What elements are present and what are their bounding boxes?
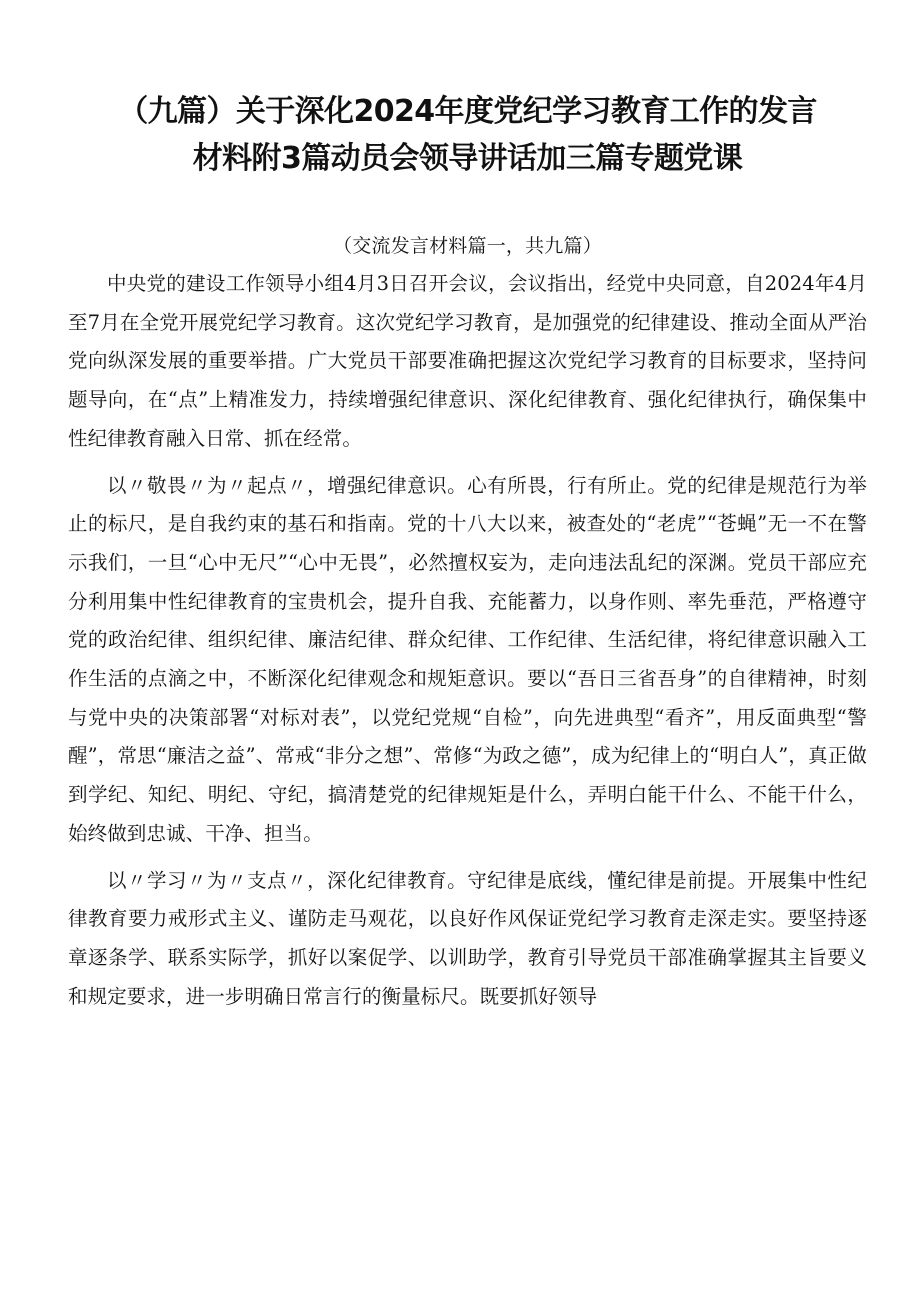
document-subtitle: （交流发言材料篇一，共九篇）	[333, 235, 602, 257]
document-title	[68, 88, 867, 182]
body-paragraph-1: 中央党的建设工作领导小组4月3日召开会议，会议指出，经党中央同意，自2024年4月至7月在全党开展党纪学习教育。这次党纪学习教育，是加强党的纪律建设、推动全面从严治党向纵深发展的重要举措。广大党员干部要准确把握这次党纪学习教育的目标要求，坚持问题导向，在“点”上精准发力，持续增强纪律意识、深化纪律教育、强化纪律执行，确保集中性纪律教育融入日常、抓在经常。	[68, 272, 867, 450]
body-paragraph-2: 以〃敬畏〃为〃起点〃，增强纪律意识。心有所畏，行有所止。党的纪律是规范行为举止的标尺，是自我约束的基石和指南。党的十八大以来，被查处的“老虎”“苍蝇”无一不在警示我们，一旦“心中无尺”“心中无畏”，必然擅权妄为，走向违法乱纪的深渊。党员干部应充分利用集中性纪律教育的宝贵机会，提升自我、充能蓄力，以身作则、率先垂范，严格遵守党的政治纪律、组织纪律、廉洁纪律、群众纪律、工作纪律、生活纪律，将纪律意识融入工作生活的点滴之中，不断深化纪律观念和规矩意识。要以“吾日三省吾身”的自律精神，时刻与党中央的决策部署“对标对表”，以党纪党规“自检”，向先进典型“看齐”，用反面典型“警醒”，常思“廉洁之益”、常戒“非分之想”、常修“为政之德”，成为纪律上的“明白人”，真正做到学纪、知纪、明纪、守纪，搞清楚党的纪律规矩是什么，弄明白能干什么、不能干什么，始终做到忠诚、干净、担当。	[68, 473, 867, 845]
title-line-2: 材料附3篇动员会领导讲话加三篇专题党课	[192, 141, 743, 176]
document-body	[68, 265, 867, 1016]
body-paragraph-3: 以〃学习〃为〃支点〃，深化纪律教育。守纪律是底线，懂纪律是前提。开展集中性纪律教育要力戒形式主义、谨防走马观花，以良好作风保证党纪学习教育走深走实。要坚持逐章逐条学、联系实际学，抓好以案促学、以训助学，教育引导党员干部准确掌握其主旨要义和规定要求，进一步明确日常言行的衡量标尺。既要抓好领导	[68, 868, 867, 1008]
title-line-1: （九篇）关于深化2024年度党纪学习教育工作的发言	[118, 94, 817, 129]
